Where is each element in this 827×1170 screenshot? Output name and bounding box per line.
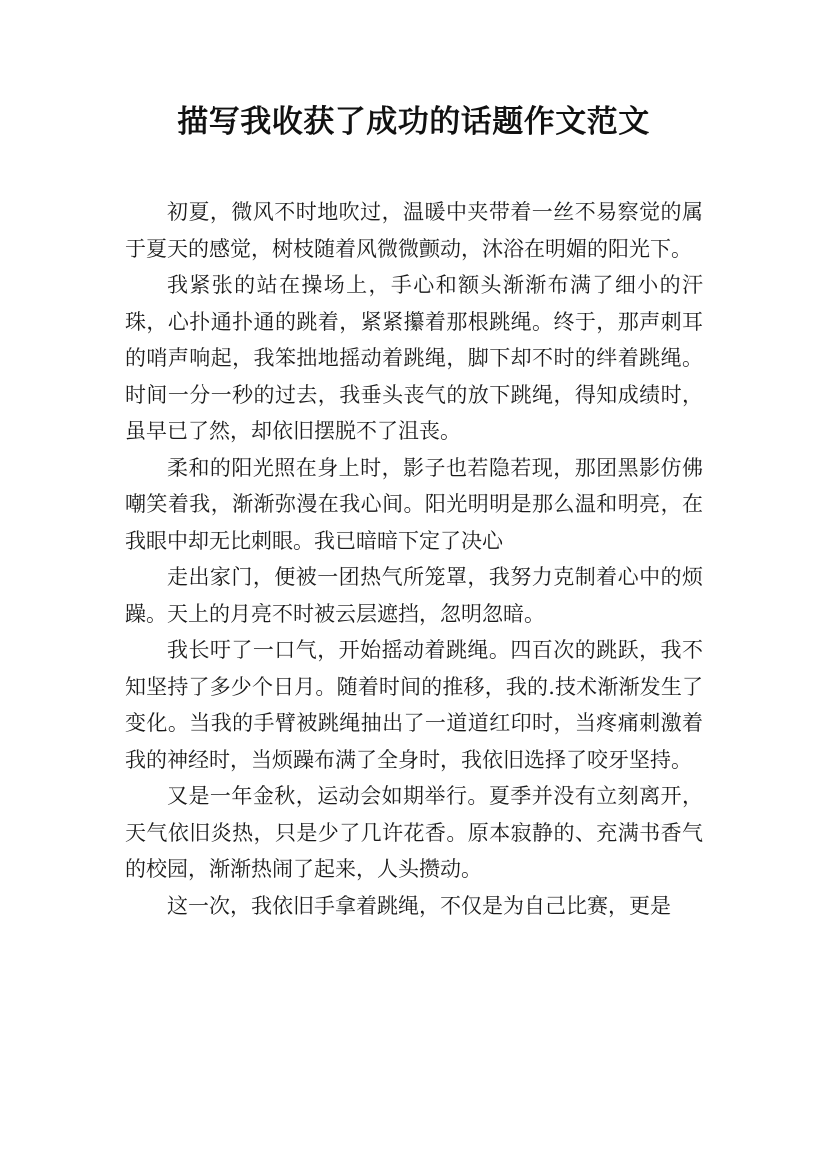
paragraph-5: 我长吁了一口气，开始摇动着跳绳。四百次的跳跃，我不知坚持了多少个日月。随着时间的推移，我的.技术渐渐发生了变化。当我的手臂被跳绳抽出了一道道红印时，当疼痛刺激着我的神经时，当烦躁布满了全身时，我依旧选择了咬牙坚持。 — [125, 638, 703, 772]
paragraph-6: 又是一年金秋，运动会如期举行。夏季并没有立刻离开，天气依旧炎热，只是少了几许花香。原本寂静的、充满书香气的校园，渐渐热闹了起来，人头攒动。 — [125, 784, 703, 881]
document-body — [125, 194, 703, 924]
paragraph-1: 初夏，微风不时地吹过，温暖中夹带着一丝不易察觉的属于夏天的感觉，树枝随着风微微颤动，沐浴在明媚的阳光下。 — [125, 200, 703, 261]
paragraph-7: 这一次，我依旧手拿着跳绳，不仅是为自己比赛，更是 — [167, 893, 671, 918]
paragraph-2: 我紧张的站在操场上，手心和额头渐渐布满了细小的汗珠，心扑通扑通的跳着，紧紧攥着那根跳绳。终于，那声刺耳的哨声响起，我笨拙地摇动着跳绳，脚下却不时的绊着跳绳。时间一分一秒的过去，我垂头丧气的放下跳绳，得知成绩时，虽早已了然，却依旧摆脱不了沮丧。 — [125, 273, 703, 443]
paragraph-4: 走出家门，便被一团热气所笼罩，我努力克制着心中的烦躁。天上的月亮不时被云层遮挡，忽明忽暗。 — [125, 565, 703, 626]
paragraph-3: 柔和的阳光照在身上时，影子也若隐若现，那团黑影仿佛嘲笑着我，渐渐弥漫在我心间。阳光明明是那么温和明亮，在我眼中却无比刺眼。我已暗暗下定了决心 — [125, 455, 703, 553]
document-title: 描写我收获了成功的话题作文范文 — [177, 104, 650, 140]
